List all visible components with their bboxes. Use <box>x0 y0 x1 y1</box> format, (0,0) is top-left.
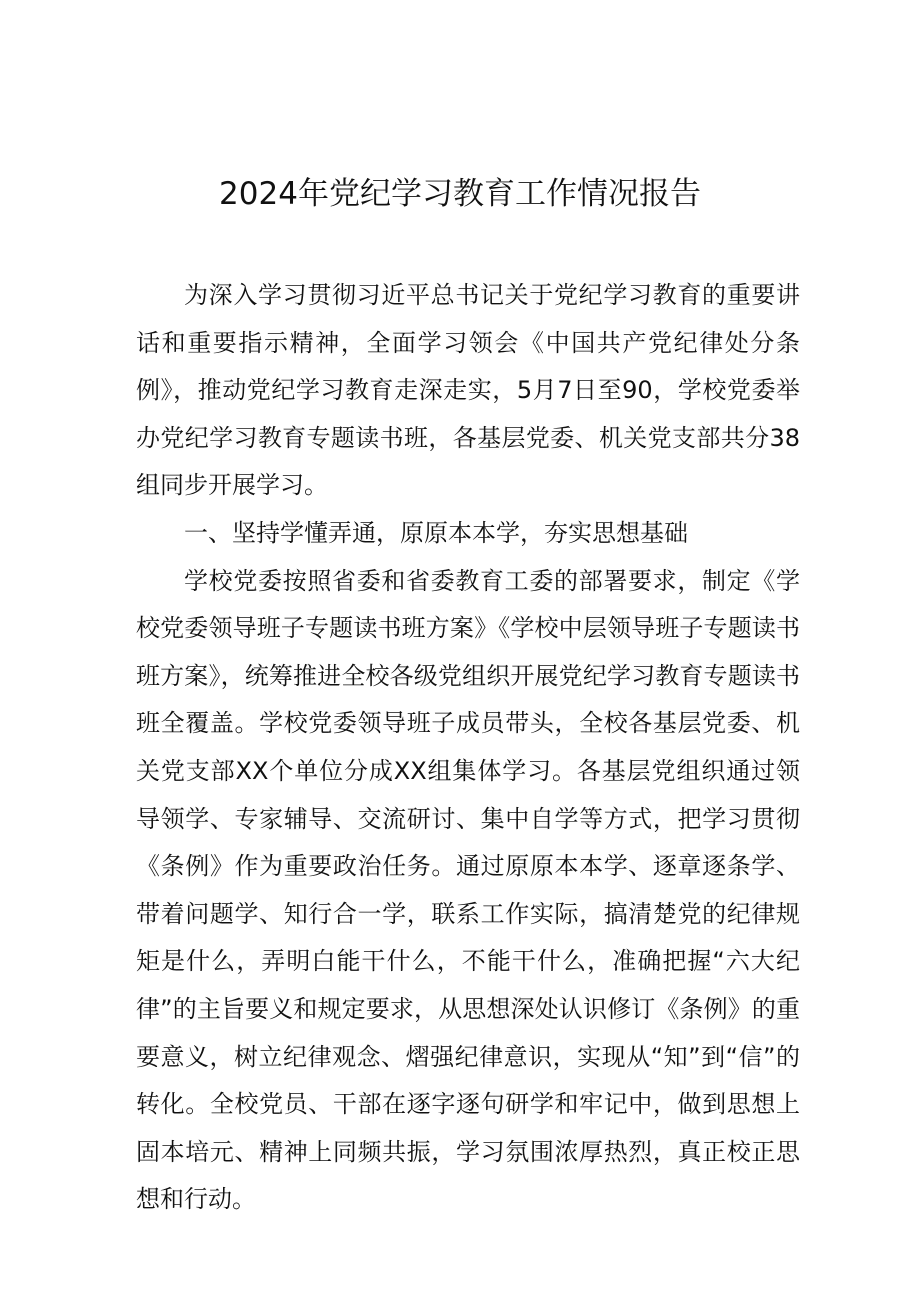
paragraph-section-1: 学校党委按照省委和省委教育工委的部署要求，制定《学校党委领导班子专题读书班方案》《学校中层领导班子专题读书班方案》，统筹推进全校各级党组织开展党纪学习教育专题读书班全覆盖。学校党委领导班子成员带头，全校各基层党委、机关党支部XX个单位分成XX组集体学习。各基层党组织通过领导领学、专家辅导、交流研讨、集中自学等方式，把学习贯彻《条例》作为重要政治任务。通过原原本本学、逐章逐条学、带着问题学、知行合一学，联系工作实际，搞清楚党的纪律规矩是什么，弄明白能干什么，不能干什么，准确把握“六大纪律”的主旨要义和规定要求，从思想深处认识修订《条例》的重要意义，树立纪律观念、熠强纪律意识，实现从“知”到“信”的转化。全校党员、干部在逐字逐句研学和牢记中，做到思想上固本培元、精神上同频共振，学习氛围浓厚热烈，真正校正思想和行动。 <box>136 566 800 1214</box>
section-heading-1: 一、坚持学懂弄通，原原本本学，夯实思想基础 <box>184 518 688 547</box>
document-body <box>136 272 800 1224</box>
document-title: 2024年党纪学习教育工作情况报告 <box>219 176 701 212</box>
paragraph-intro: 为深入学习贯彻习近平总书记关于党纪学习教育的重要讲话和重要指示精神，全面学习领会《中国共产党纪律处分条例》，推动党纪学习教育走深走实，5月7日至90，学校党委举办党纪学习教育专题读书班，各基层党委、机关党支部共分38组同步开展学习。 <box>136 281 800 500</box>
